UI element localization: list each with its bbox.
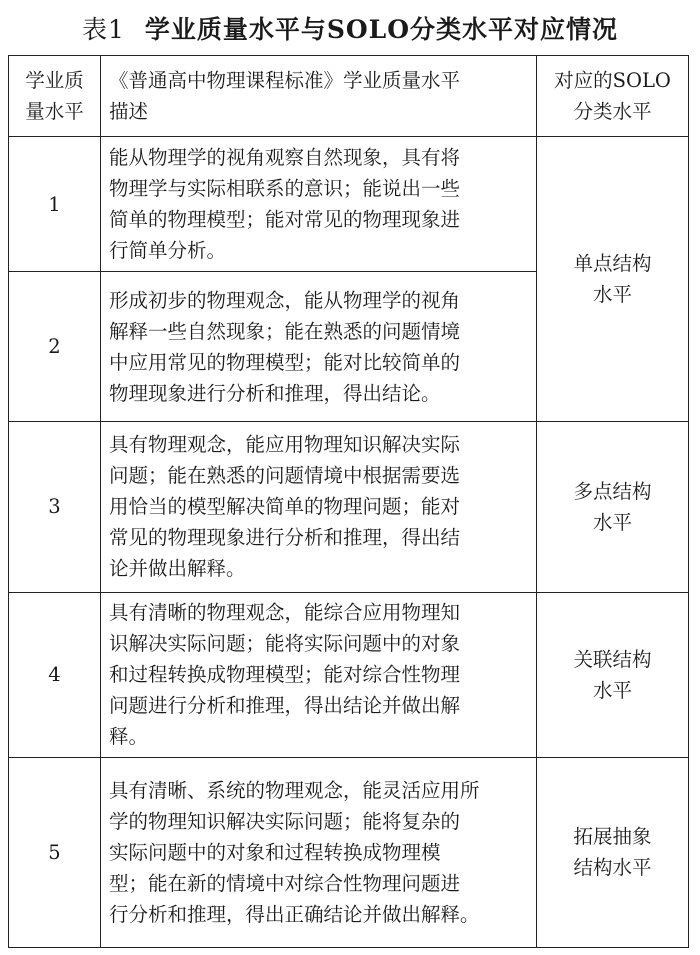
solo-line: 拓展抽象 [573, 825, 652, 849]
desc-line: 解释一些自然现象；能在熟悉的问题情境 [109, 319, 461, 343]
desc-line: 行简单分析。 [109, 239, 227, 263]
level-cell: 3 [9, 422, 101, 592]
desc-line: 识解决实际问题；能将实际问题中的对象 [109, 632, 461, 656]
solo-cell [537, 757, 689, 947]
desc-line: 行分析和推理，得出正确结论并做出解释。 [109, 902, 480, 926]
desc-line: 具有清晰、系统的物理观念，能灵活应用所 [109, 778, 480, 802]
header-solo-line: 对应的SOLO [554, 69, 671, 92]
solo-line: 水平 [592, 678, 632, 702]
desc-line: 能从物理学的视角观察自然现象，具有将 [109, 146, 461, 170]
desc-line: 和过程转换成物理模型；能对综合性物理 [109, 663, 461, 687]
desc-line: 问题进行分析和推理，得出结论并做出解 [109, 694, 461, 718]
solo-cell [537, 137, 689, 422]
level-cell: 1 [9, 137, 101, 272]
header-row [9, 56, 689, 137]
solo-line: 单点结构 [573, 252, 652, 276]
description-cell [101, 137, 537, 272]
quality-solo-table [8, 55, 689, 948]
table-row [9, 137, 689, 272]
solo-line: 结构水平 [573, 856, 652, 880]
level-cell: 2 [9, 272, 101, 422]
header-description [101, 56, 537, 137]
solo-line: 水平 [592, 283, 632, 307]
table-row [9, 592, 689, 757]
table-caption [0, 10, 700, 46]
solo-line: 关联结构 [573, 647, 652, 671]
desc-line: 释。 [109, 725, 149, 749]
description-cell [101, 592, 537, 757]
desc-line: 具有物理观念，能应用物理知识解决实际 [109, 433, 461, 457]
desc-line: 用恰当的模型解决简单的物理问题；能对 [109, 495, 461, 519]
level-cell: 4 [9, 592, 101, 757]
level-cell: 5 [9, 757, 101, 947]
header-desc-line: 《普通高中物理课程标准》学业质量水平 [109, 69, 461, 92]
header-level-line: 量水平 [25, 100, 84, 123]
solo-line: 水平 [592, 510, 632, 534]
desc-line: 型；能在新的情境中对综合性物理问题进 [109, 871, 461, 895]
desc-line: 问题；能在熟悉的问题情境中根据需要选 [109, 464, 461, 488]
header-level [9, 56, 101, 137]
solo-cell [537, 422, 689, 592]
desc-line: 论并做出解释。 [109, 557, 246, 581]
solo-line: 多点结构 [573, 479, 652, 503]
description-cell [101, 757, 537, 947]
header-solo [537, 56, 689, 137]
desc-line: 形成初步的物理观念，能从物理学的视角 [109, 288, 461, 312]
header-solo-line: 分类水平 [573, 100, 652, 123]
table-row [9, 422, 689, 592]
caption-number: 表1 [81, 15, 125, 44]
caption-title: 学业质量水平与SOLO分类水平对应情况 [144, 15, 619, 44]
header-desc-line: 描述 [109, 100, 149, 123]
desc-line: 学的物理知识解决实际问题；能将复杂的 [109, 809, 461, 833]
desc-line: 实际问题中的对象和过程转换成物理模 [109, 840, 441, 864]
desc-line: 中应用常见的物理模型；能对比较简单的 [109, 350, 461, 374]
description-cell [101, 422, 537, 592]
solo-cell [537, 592, 689, 757]
table-row [9, 757, 689, 947]
desc-line: 简单的物理模型；能对常见的物理现象进 [109, 208, 461, 232]
desc-line: 具有清晰的物理观念，能综合应用物理知 [109, 601, 461, 625]
desc-line: 常见的物理现象进行分析和推理，得出结 [109, 526, 461, 550]
description-cell [101, 272, 537, 422]
header-level-line: 学业质 [25, 69, 84, 92]
desc-line: 物理学与实际相联系的意识；能说出一些 [109, 177, 461, 201]
desc-line: 物理现象进行分析和推理，得出结论。 [109, 381, 441, 405]
